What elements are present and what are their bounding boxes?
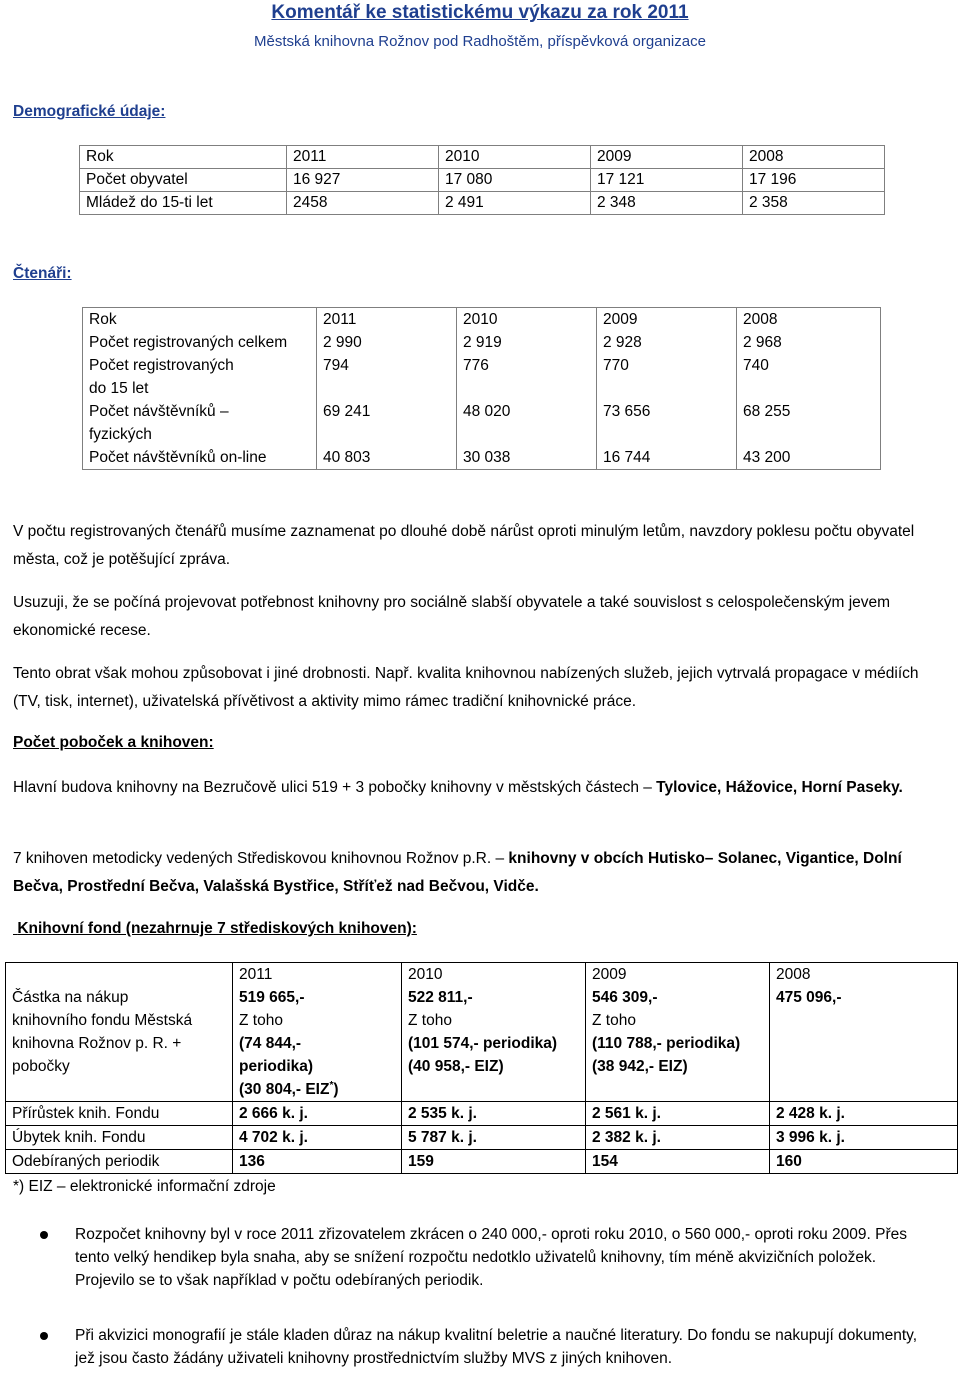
table-row: Částka na nákup knihovního fondu Městská knihovna Rožnov p. R. + pobočky 519 665,- Z toho (74 844,- periodika) (30 804,- EIZ*) 522 811,- Z toho (101 574,- periodika) (40 958,- EIZ) 546 309,- Z toho (110 788,- periodika) (38 942,- EIZ) 475 096,- xyxy=(6,986,958,1102)
fund-footnote: *) EIZ – elektronické informační zdroje xyxy=(13,1178,276,1195)
paragraph-readers-growth: V počtu registrovaných čtenářů musíme zaznamenat po dlouhé době nárůst oproti minulým letům, navzdory poklesu počtu obyvatel města, což je potěšující zpráva. xyxy=(13,523,915,568)
list-item: Rozpočet knihovny byl v roce 2011 zřizovatelem zkrácen o 240 000,- oproti roku 2010, o 560 000,- oproti roku 2009. Přes tento velký hendikep byla snaha, aby se snížení rozpočtu nedotklo uživatelů knihovny, tím méně akvizičních položek. Projevilo se to však například v počtu odebíraných periodik. xyxy=(40,1223,935,1292)
list-item: Při akvizici monografií je stále kladen důraz na nákup kvalitní beletrie a naučné literatury. Do fondu se nakupují dokumenty, jež jsou často žádány uživateli knihovny prostřednictvím služby MVS z jiných knihoven. xyxy=(40,1324,935,1370)
table-row: Přírůstek knih. Fondu 2 666 k. j. 2 535 k. j. 2 561 k. j. 2 428 k. j. xyxy=(6,1102,958,1126)
document-subtitle: Městská knihovna Rožnov pod Radhoštěm, příspěvková organizace xyxy=(254,33,706,50)
readers-table xyxy=(82,307,881,470)
demographics-heading: Demografické údaje: xyxy=(13,103,166,120)
table-row: 2011 2010 2009 2008 xyxy=(6,963,958,987)
paragraph-need: Usuzuji, že se počíná projevovat potřebnost knihovny pro sociálně slabší obyvatele a také souvislost s celospolečenským jevem ekonomické recese. xyxy=(13,594,891,639)
paragraph-main-building: Hlavní budova knihovny na Bezručově ulici 519 + 3 pobočky knihovny v městských částech – Tylovice, Hážovice, Horní Paseky. xyxy=(13,779,903,796)
fund-heading: Knihovní fond (nezahrnuje 7 střediskových knihoven): xyxy=(17,920,417,937)
table-row: Počet návštěvníků on-line 40 803 30 038 16 744 43 200 xyxy=(83,446,881,470)
table-row: Odebíraných periodik 136 159 154 160 xyxy=(6,1150,958,1174)
table-row: Počet obyvatel 16 927 17 080 17 121 17 196 xyxy=(80,169,885,192)
readers-heading: Čtenáři: xyxy=(13,265,72,282)
paragraph-regional-libraries: 7 knihoven metodicky vedených Střediskovou knihovnou Rožnov p.R. – knihovny v obcích Hutisko– Solanec, Vigantice, Dolní Bečva, Prostřední Bečva, Valašská Bystřice, Stříťež nad Bečvou, Vidče. xyxy=(13,850,902,895)
bullet-icon xyxy=(40,1332,48,1340)
table-row: Počet registrovaných do 15 let 794 776 770 740 xyxy=(83,354,881,400)
bullet-list xyxy=(40,1223,935,1370)
paragraph-reasons: Tento obrat však mohou způsobovat i jiné drobnosti. Např. kvalita knihovnou nabízených služeb, jejich vytrvalá propagace v médiích (TV, tisk, internet), uživatelská přívětivost a aktivity mimo rámec tradiční knihovnické práce. xyxy=(13,665,919,710)
bullet-icon xyxy=(40,1231,48,1239)
table-row: Rok 2011 2010 2009 2008 xyxy=(83,308,881,332)
fund-table xyxy=(5,962,958,1174)
table-row: Úbytek knih. Fondu 4 702 k. j. 5 787 k. j. 2 382 k. j. 3 996 k. j. xyxy=(6,1126,958,1150)
document-title: Komentář ke statistickému výkazu za rok 2011 xyxy=(271,2,689,23)
table-row: Počet návštěvníků – fyzických 69 241 48 020 73 656 68 255 xyxy=(83,400,881,446)
table-row: Mládež do 15-ti let 2458 2 491 2 348 2 358 xyxy=(80,192,885,215)
branches-heading: Počet poboček a knihoven: xyxy=(13,734,214,751)
table-row: Počet registrovaných celkem 2 990 2 919 2 928 2 968 xyxy=(83,331,881,354)
table-row: Rok 2011 2010 2009 2008 xyxy=(80,146,885,169)
demographics-table xyxy=(79,145,885,215)
